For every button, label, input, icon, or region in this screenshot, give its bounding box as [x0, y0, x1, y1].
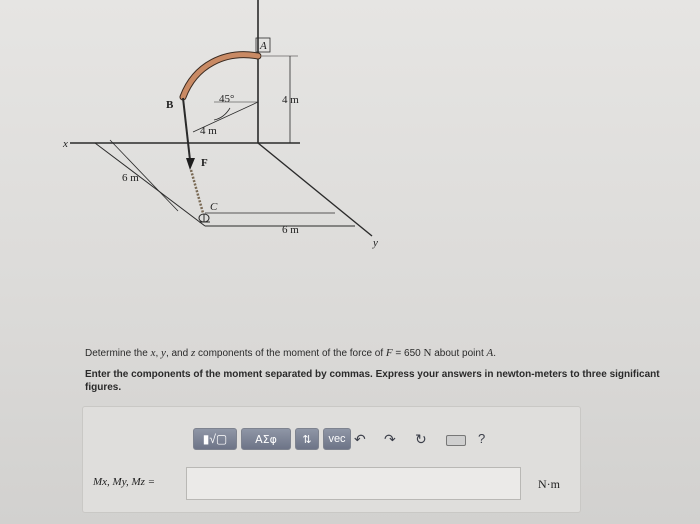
templates-button[interactable]: ▮√▢ [193, 428, 237, 450]
label-x: x [63, 138, 68, 150]
label-b: B [166, 99, 174, 111]
units-label: N·m [538, 477, 560, 491]
math-toolbar [193, 427, 355, 451]
label-c: C [210, 201, 218, 213]
redo-icon[interactable]: ↷ [384, 431, 396, 447]
label-angle: 45° [219, 93, 235, 105]
dim-6m-left-line [110, 140, 178, 211]
label-f: F [201, 157, 208, 169]
answer-panel [82, 406, 581, 513]
label-6m-bottom: 6 m [282, 224, 299, 236]
label-y: y [373, 237, 378, 249]
label-6m-left: 6 m [122, 172, 139, 184]
rod-b-vertical [183, 98, 190, 160]
answer-input[interactable] [186, 467, 521, 500]
label-4m-radius: 4 m [200, 125, 217, 137]
help-icon[interactable]: ? [478, 431, 486, 446]
vec-button[interactable]: vec [323, 428, 351, 450]
keyboard-icon[interactable] [446, 435, 466, 446]
greek-symbols-button[interactable]: ΑΣφ [241, 428, 291, 450]
label-a: A [260, 40, 267, 52]
label-4m-vertical: 4 m [282, 94, 299, 106]
y-axis [258, 143, 372, 236]
problem-line-1: Determine the x, y, and z components of the moment of the force of F = 650 N about point A. [85, 347, 497, 359]
undo-icon[interactable]: ↶ [354, 431, 366, 447]
arrows-button[interactable]: ⇅ [295, 428, 319, 450]
reset-icon[interactable]: ↻ [415, 431, 427, 447]
answer-label: Mx, My, Mz = [93, 476, 156, 488]
problem-statement [82, 347, 687, 394]
force-arrow-head [186, 158, 195, 170]
cable-bc [191, 170, 203, 213]
problem-line-2: Enter the components of the moment separated by commas. Express your answers in newton-meters to three significant figures. [85, 369, 660, 393]
